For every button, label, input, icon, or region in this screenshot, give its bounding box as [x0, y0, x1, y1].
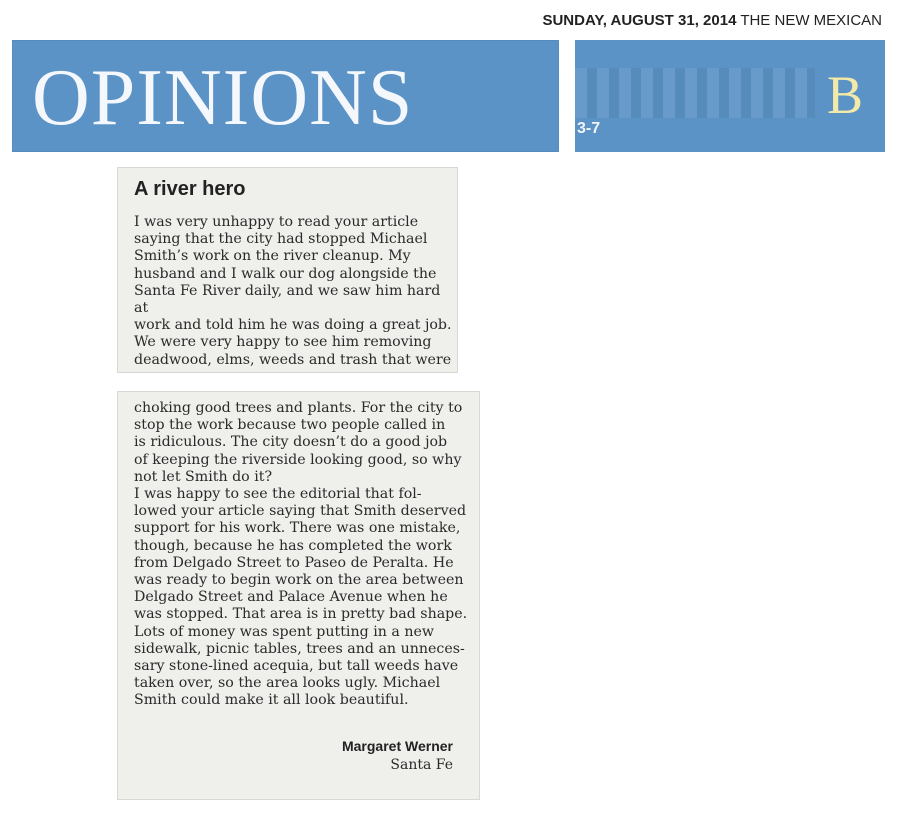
letter-body-part1: I was very unhappy to read your article saying that the city had stopped Michael Smith’s work on the river cleanup. My husband and I walk our dog alongside the Santa Fe River daily, and we saw him hard at work and told him he was doing a great job. We were very happy to see him removing deadwood, elms, weeds and trash that were [134, 214, 452, 368]
dateline-paper: THE NEW MEXICAN [740, 12, 882, 29]
section-title: OPINIONS [32, 54, 414, 142]
section-banner-right [575, 40, 885, 152]
letter-body-part2: choking good trees and plants. For the city to stop the work because two people called in is ridiculous. The city doesn’t do a good job of keeping the riverside looking good, so why not let Smith do it? I was happy to see the editorial that fol- lowed your article saying that Smith deserved support for his work. There was one mistake, though, because he has completed the work from Delgado Street to Paseo de Peralta. He was ready to begin work on the area between Delgado Street and Palace Avenue when he was stopped. That area is in pretty bad shape. Lots of money was spent putting in a new sidewalk, picnic tables, trees and an unneces- sary stone-lined acequia, but tall weeds have taken over, so the area looks ugly. Michael Smith could make it all look beautiful. [134, 400, 468, 709]
author-name: Margaret Werner [341, 738, 453, 754]
opinions-banner [12, 40, 559, 152]
letter-signature [342, 738, 453, 773]
page-reference: 3-7 [577, 120, 601, 137]
faded-headline-area [575, 68, 815, 118]
section-letter: B [826, 65, 863, 125]
dateline [542, 12, 882, 29]
author-location: Santa Fe [390, 757, 453, 773]
letter-clipping-bottom [118, 392, 479, 799]
letter-headline: A river hero [134, 178, 246, 200]
dateline-date: SUNDAY, AUGUST 31, 2014 [542, 12, 737, 29]
letter-clipping-top [118, 168, 457, 372]
